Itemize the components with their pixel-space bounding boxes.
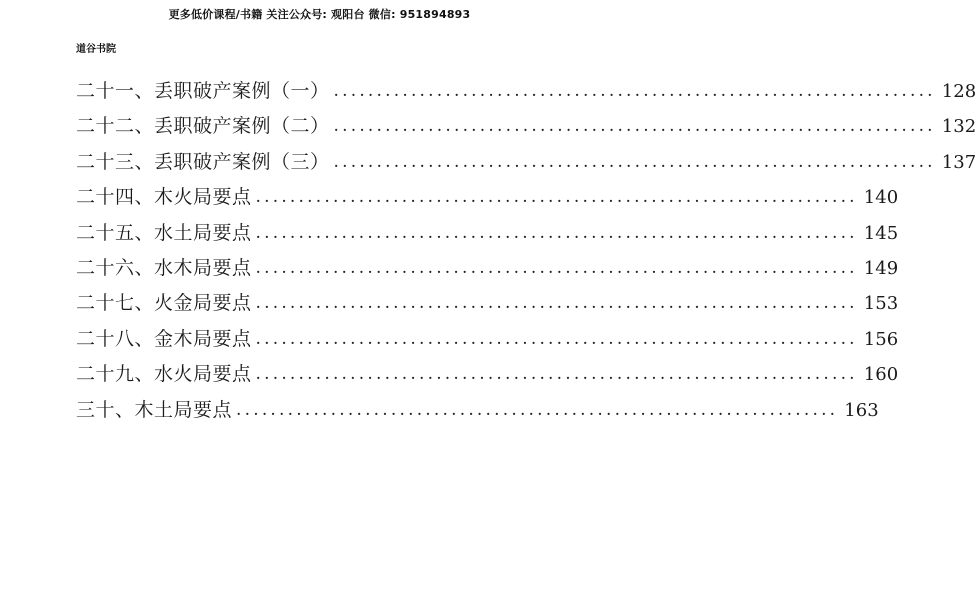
- toc-dot-leader: ......................................................................: [255, 222, 858, 243]
- toc-page-number: 128: [941, 80, 976, 102]
- toc-entry: [76, 74, 976, 109]
- toc-page-number: 163: [844, 399, 879, 421]
- toc-entry-title: 二十七、火金局要点: [76, 292, 252, 315]
- toc-page-number: 145: [863, 222, 899, 244]
- toc-page-number: 132: [941, 116, 976, 138]
- toc-page-number: 153: [863, 293, 899, 315]
- toc-entry-title: 二十八、金木局要点: [76, 327, 252, 350]
- toc-dot-leader: ......................................................................: [255, 293, 858, 314]
- toc-dot-leader: ......................................................................: [236, 399, 839, 420]
- toc-entry-title: 二十三、丢职破产案例（三）: [76, 150, 330, 173]
- toc-entry: [76, 145, 976, 180]
- toc-dot-leader: ......................................................................: [333, 116, 936, 137]
- toc-entry: [76, 357, 899, 392]
- toc-entry-title: 二十四、木火局要点: [76, 186, 252, 209]
- toc-entry: [76, 216, 899, 251]
- toc-page-number: 137: [941, 151, 976, 173]
- toc-entry: [76, 322, 899, 357]
- toc-page-number: 140: [863, 187, 899, 209]
- toc-page-number: 149: [863, 257, 899, 279]
- publisher-label: 道谷书院: [76, 44, 116, 55]
- toc-dot-leader: ......................................................................: [333, 80, 936, 101]
- toc-page-number: 160: [863, 364, 899, 386]
- toc-entry-title: 三十、木土局要点: [76, 398, 233, 421]
- toc-entry: [76, 286, 899, 321]
- toc-dot-leader: ......................................................................: [333, 151, 936, 172]
- toc-entry-title: 二十二、丢职破产案例（二）: [76, 115, 330, 138]
- toc-entry-title: 二十五、水土局要点: [76, 221, 252, 244]
- toc-entry-title: 二十九、水火局要点: [76, 363, 252, 386]
- toc-entry-title: 二十一、丢职破产案例（一）: [76, 79, 330, 102]
- toc-dot-leader: ......................................................................: [255, 257, 858, 278]
- toc-dot-leader: ......................................................................: [255, 328, 858, 349]
- toc-dot-leader: ......................................................................: [255, 187, 858, 208]
- promo-header: 更多低价课程/书籍 关注公众号: 观阳台 微信: 951894893: [168, 8, 471, 21]
- toc-entry-title: 二十六、水木局要点: [76, 256, 252, 279]
- table-of-contents: [76, 74, 976, 428]
- toc-entry: [76, 393, 879, 428]
- toc-entry: [76, 180, 899, 215]
- toc-page-number: 156: [863, 328, 899, 350]
- toc-entry: [76, 109, 976, 144]
- toc-dot-leader: ......................................................................: [255, 364, 858, 385]
- toc-entry: [76, 251, 899, 286]
